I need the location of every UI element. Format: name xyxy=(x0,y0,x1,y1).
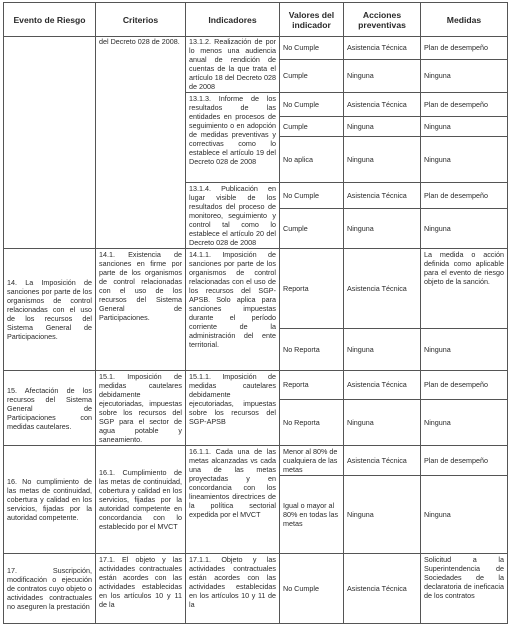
accion-cell: Ninguna xyxy=(344,476,421,554)
medida-cell: Plan de desempeño xyxy=(421,93,508,117)
medida-cell: Plan de desempeño xyxy=(421,37,508,60)
accion-cell: Ninguna xyxy=(344,59,421,92)
table-row xyxy=(4,371,508,400)
valor-cell: Reporta xyxy=(280,249,344,329)
header-medidas: Medidas xyxy=(421,3,508,37)
evento-cell: 15. Afectación de los recursos del Sistema General de Participaciones con medidas cautelares. xyxy=(4,371,96,446)
criterio-cell: 17.1. El objeto y las actividades contractuales están acordes con las actividades establecidas en los artículos 10 y 11 de la xyxy=(96,554,186,624)
medida-cell: Ninguna xyxy=(421,399,508,445)
indicador-cell: 14.1.1. Imposición de sanciones por parte de los organismos de control relacionadas con el uso de los recursos del SGP-APSB. Solo aplica para sanciones impuestas durante el período corriente de la administración del ente territorial. xyxy=(186,249,280,371)
accion-cell: Asistencia Técnica xyxy=(344,371,421,400)
criterio-cell: 14.1. Existencia de sanciones en firme por parte de los organismos de control relacionadas con el uso de los recursos del Sistema General de Participaciones. xyxy=(96,249,186,371)
medida-cell: Ninguna xyxy=(421,137,508,183)
header-criterios: Criterios xyxy=(96,3,186,37)
medida-cell: Ninguna xyxy=(421,117,508,137)
indicador-cell: 17.1.1. Objeto y las actividades contractuales están acordes con las actividades establecidas en los artículos 10 y 11 de la xyxy=(186,554,280,624)
valor-cell: No aplica xyxy=(280,137,344,183)
accion-cell: Ninguna xyxy=(344,209,421,249)
evento-cell: 17. Suscripción, modificación o ejecución de contratos cuyo objeto o actividades contractuales no aseguren la prestación xyxy=(4,554,96,624)
criterio-cell: 16.1. Cumplimiento de las metas de continuidad, cobertura y calidad en los servicios, fijadas por la autoridad competente en concordancia con lo establecido por el MVCT xyxy=(96,446,186,554)
criterio-cell: 15.1. Imposición de medidas cautelares debidamente ejecutoriadas, impuestas sobre los recursos del SGP para el sector de agua potable y saneamiento. xyxy=(96,371,186,446)
accion-cell: Asistencia Técnica xyxy=(344,183,421,209)
accion-cell: Asistencia Técnica xyxy=(344,249,421,329)
table-row xyxy=(4,37,508,60)
header-row xyxy=(4,3,508,37)
accion-cell: Asistencia Técnica xyxy=(344,554,421,624)
evento-cell: 14. La Imposición de sanciones por parte de los organismos de control relacionadas con el uso de los recursos del Sistema General de Participaciones. xyxy=(4,249,96,371)
valor-cell: No Cumple xyxy=(280,37,344,60)
valor-cell: No Cumple xyxy=(280,183,344,209)
valor-cell: No Cumple xyxy=(280,93,344,117)
accion-cell: Ninguna xyxy=(344,329,421,371)
indicador-cell: 13.1.4. Publicación en lugar visible de los resultados del proceso de monitoreo, seguimiento y control tal como lo establece el artículo 20 del Decreto 028 de 2008 xyxy=(186,183,280,249)
evento-cell: 16. No cumplimiento de las metas de continuidad, cobertura y calidad en los servicios, fijadas por la autoridad competente. xyxy=(4,446,96,554)
header-acciones: Acciones preventivas xyxy=(344,3,421,37)
indicador-cell: 13.1.3. Informe de los resultados de las entidades en procesos de seguimiento o en adopción de medidas preventivas y correctivas como lo establece el artículo 19 del Decreto 028 de 2008 xyxy=(186,93,280,183)
table-row xyxy=(4,446,508,476)
medida-cell: Ninguna xyxy=(421,209,508,249)
accion-cell: Ninguna xyxy=(344,399,421,445)
medida-cell: Ninguna xyxy=(421,329,508,371)
accion-cell: Asistencia Técnica xyxy=(344,93,421,117)
evento-cell-empty xyxy=(4,37,96,249)
accion-cell: Asistencia Técnica xyxy=(344,37,421,60)
header-evento: Evento de Riesgo xyxy=(4,3,96,37)
medida-cell: Ninguna xyxy=(421,59,508,92)
valor-cell: No Reporta xyxy=(280,399,344,445)
medida-cell: Plan de desempeño xyxy=(421,371,508,400)
document-page xyxy=(3,2,507,624)
header-indicadores: Indicadores xyxy=(186,3,280,37)
medida-cell: La medida o acción definida como aplicable para el evento de riesgo objeto de la sanción. xyxy=(421,249,508,329)
indicador-cell: 15.1.1. Imposición de medidas cautelares debidamente ejecutoriadas, impuestas sobre los recursos del SGP-APSB xyxy=(186,371,280,446)
valor-cell: Cumple xyxy=(280,117,344,137)
accion-cell: Ninguna xyxy=(344,117,421,137)
valor-cell: Cumple xyxy=(280,209,344,249)
accion-cell: Asistencia Técnica xyxy=(344,446,421,476)
accion-cell: Ninguna xyxy=(344,137,421,183)
medida-cell: Plan de desempeño xyxy=(421,446,508,476)
table-row xyxy=(4,249,508,329)
valor-cell: Reporta xyxy=(280,371,344,400)
medida-cell: Ninguna xyxy=(421,476,508,554)
medida-cell: Plan de desempeño xyxy=(421,183,508,209)
valor-cell: No Reporta xyxy=(280,329,344,371)
risk-events-table xyxy=(3,2,508,624)
indicador-cell: 13.1.2. Realización de por lo menos una audiencia anual de rendición de cuentas de la que trata el artículo 18 del Decreto 028 de 2008 xyxy=(186,37,280,93)
valor-cell: No Cumple xyxy=(280,554,344,624)
medida-cell: Solicitud a la Superintendencia de Sociedades de la declaratoria de ineficacia de los contratos xyxy=(421,554,508,624)
header-valores: Valores del indicador xyxy=(280,3,344,37)
valor-cell: Menor al 80% de cualquiera de las metas xyxy=(280,446,344,476)
valor-cell: Igual o mayor al 80% en todas las metas xyxy=(280,476,344,554)
table-row xyxy=(4,554,508,624)
criterio-cell: del Decreto 028 de 2008. xyxy=(96,37,186,249)
valor-cell: Cumple xyxy=(280,59,344,92)
indicador-cell: 16.1.1. Cada una de las metas alcanzadas vs cada una de las metas proyectadas y en concordancia con los lineamientos directrices de la política sectorial expedida por el MVCT xyxy=(186,446,280,554)
